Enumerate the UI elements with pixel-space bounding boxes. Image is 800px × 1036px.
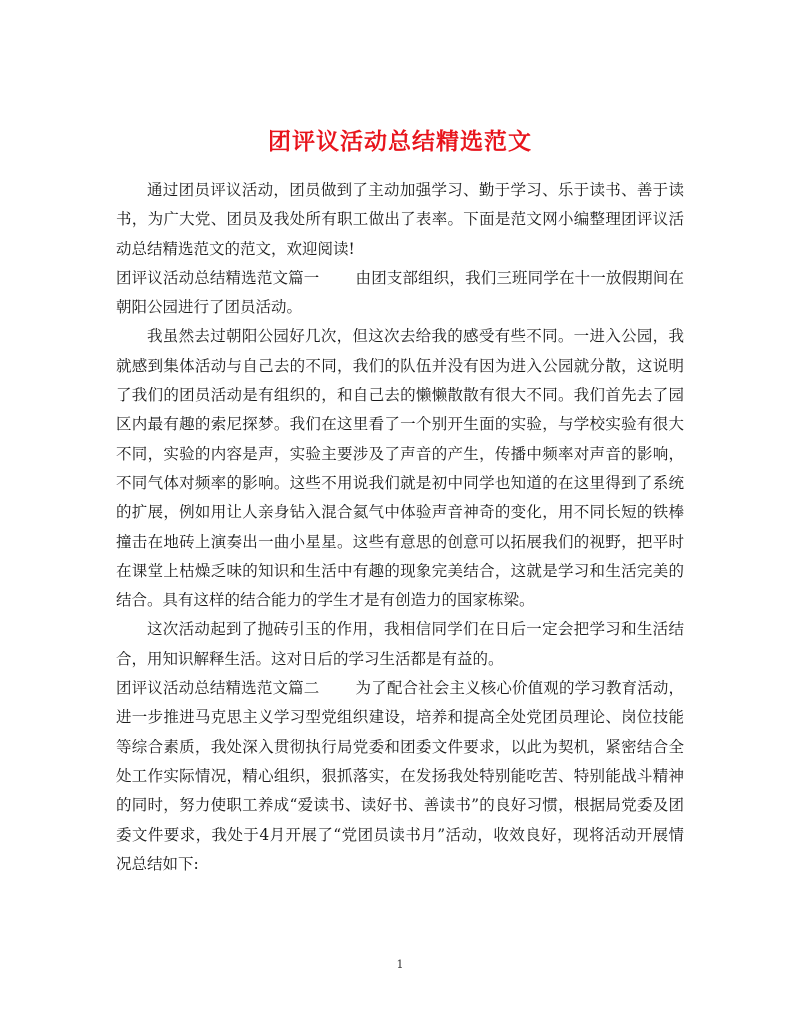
section-two-heading: 团评议活动总结精选范文篇二 xyxy=(116,679,320,698)
intro-paragraph: 通过团员评议活动，团员做到了主动加强学习、勤于学习、乐于读书、善于读书，为广大党、团员及我处所有职工做出了表率。下面是范文网小编整理团评议活动总结精选范文的范文，欢迎阅读! xyxy=(116,181,684,258)
activity-effect-paragraph: 这次活动起到了抛砖引玉的作用，我相信同学们在日后一定会把学习和生活结合，用知识解释生活。这对日后的学习生活都是有益的。 xyxy=(116,620,684,668)
section-two-text: 为了配合社会主义核心价值观的学习教育活动，进一步推进马克思主义学习型党组织建设，培养和提高全处党团员理论、岗位技能等综合素质，我处深入贯彻执行局党委和团委文件要求，以此为契机，紧密结合全处工作实际情况，精心组织，狠抓落实，在发扬我处特别能吃苦、特别能战斗精神的同时，努力使职工养成“爱读书、读好书、善读书”的良好习惯，根据局党委及团委文件要求，我处于4月开展了“党团员读书月”活动，收效良好，现将活动开展情况总结如下: xyxy=(116,679,684,873)
page-number: 1 xyxy=(396,958,404,971)
section-one-heading: 团评议活动总结精选范文篇一 xyxy=(116,268,320,287)
section-one-text: 由团支部组织，我们三班同学在十一放假期间在朝阳公园进行了团员活动。 xyxy=(116,268,684,317)
document-title: 团评议活动总结精选范文 xyxy=(268,129,532,156)
document-body xyxy=(116,176,684,879)
section-two-paragraph xyxy=(116,674,684,879)
section-one-paragraph xyxy=(116,264,684,323)
park-visit-paragraph: 我虽然去过朝阳公园好几次，但这次去给我的感受有些不同。一进入公园，我就感到集体活动与自己去的不同，我们的队伍并没有因为进入公园就分散，这说明了我们的团员活动是有组织的，和自己去的懒懒散散有很大不同。我们首先去了园区内最有趣的索尼探梦。我们在这里看了一个别开生面的实验，与学校实验有很大不同，实验的内容是声，实验主要涉及了声音的产生，传播中频率对声音的影响，不同气体对频率的影响。这些不用说我们就是初中同学也知道的在这里得到了系统的扩展，例如用让人亲身钻入混合氦气中体验声音神奇的变化，用不同长短的铁棒撞击在地砖上演奏出一曲小星星。这些有意思的创意可以拓展我们的视野，把平时在课堂上枯燥乏味的知识和生活中有趣的现象完美结合，这就是学习和生活完美的结合。具有这样的结合能力的学生才是有创造力的国家栋梁。 xyxy=(116,327,684,610)
